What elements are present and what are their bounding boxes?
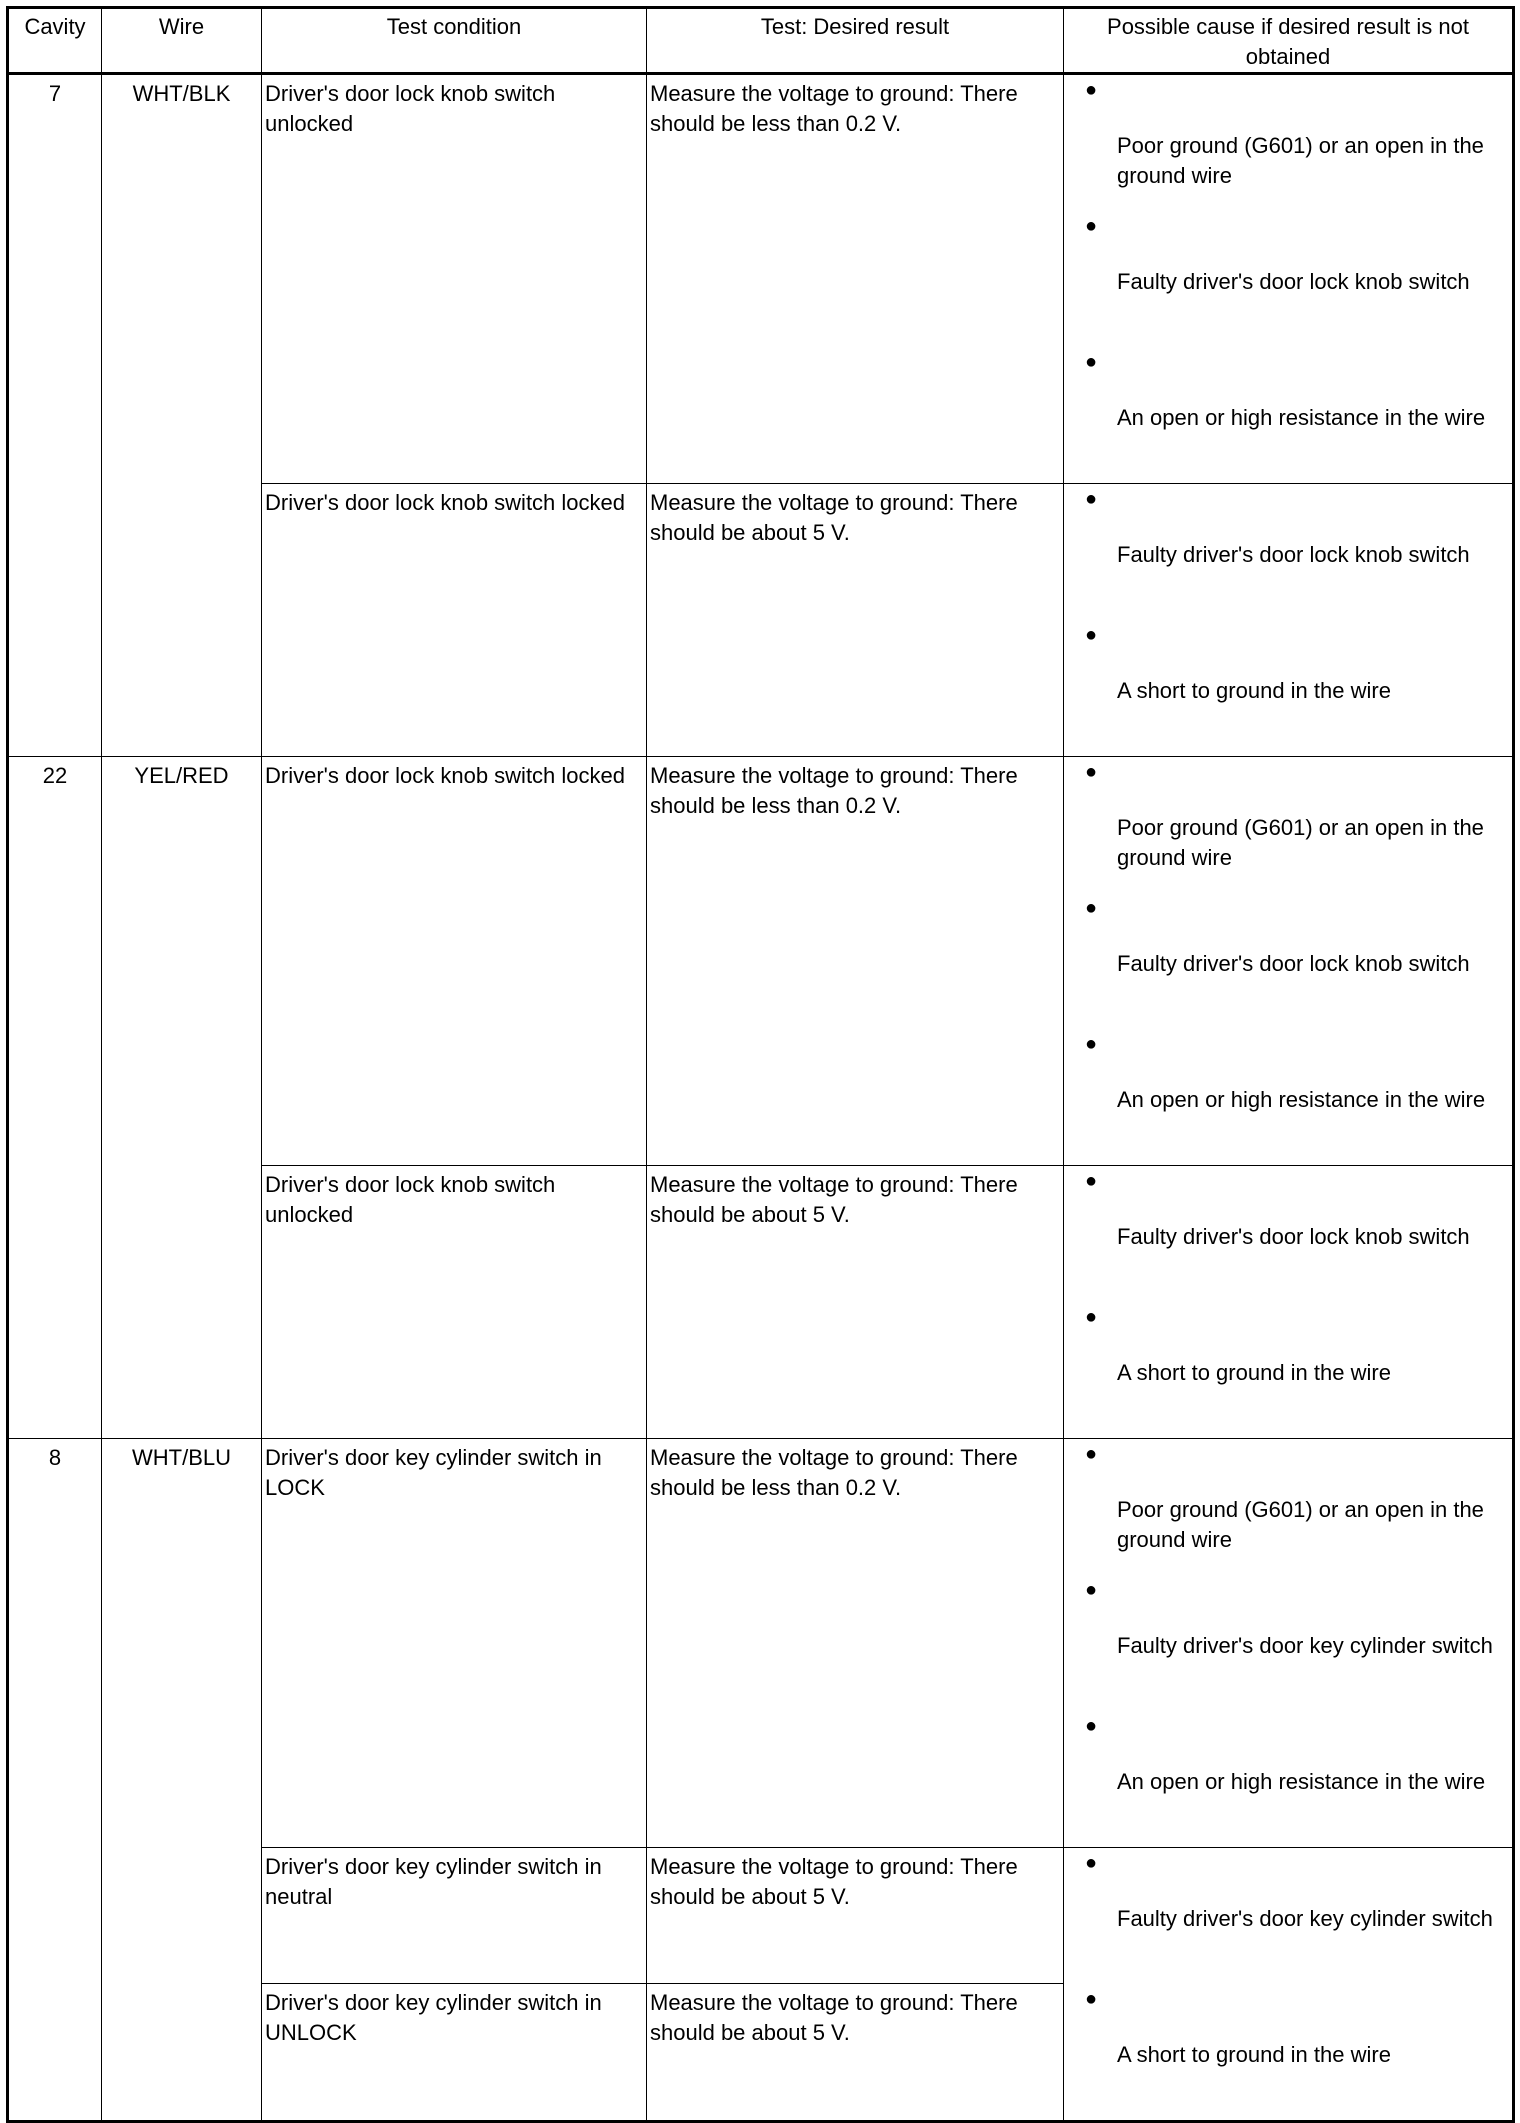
bullet-icon: ● xyxy=(1085,488,1098,510)
cause-text: Poor ground (G601) or an open in the ground wire xyxy=(1117,1497,1484,1552)
cause-item xyxy=(1067,1848,1509,1964)
test-condition-cell: Driver's door key cylinder switch in LOCK xyxy=(262,1439,647,1848)
cause-text: A short to ground in the wire xyxy=(1117,678,1391,703)
possible-cause-cell xyxy=(1064,1166,1514,1439)
possible-cause-cell xyxy=(1064,1439,1514,1848)
cause-text: Faulty driver's door lock knob switch xyxy=(1117,951,1470,976)
desired-result-cell: Measure the voltage to ground: There should be about 5 V. xyxy=(647,484,1064,757)
cause-item xyxy=(1067,484,1509,600)
cause-text: A short to ground in the wire xyxy=(1117,1360,1391,1385)
bullet-icon: ● xyxy=(1085,1579,1098,1601)
bullet-icon: ● xyxy=(1085,1443,1098,1465)
bullet-icon: ● xyxy=(1085,79,1098,101)
desired-result-cell: Measure the voltage to ground: There should be about 5 V. xyxy=(647,1848,1064,1984)
header-test-condition: Test condition xyxy=(262,8,647,74)
cavity-cell: 8 xyxy=(8,1439,102,2122)
table-row xyxy=(8,74,1514,484)
desired-result-cell: Measure the voltage to ground: There should be less than 0.2 V. xyxy=(647,1439,1064,1848)
cause-text: A short to ground in the wire xyxy=(1117,2042,1391,2067)
table-row xyxy=(8,757,1514,1166)
cause-item xyxy=(1067,620,1509,736)
test-condition-cell: Driver's door lock knob switch unlocked xyxy=(262,1166,647,1439)
possible-cause-cell xyxy=(1064,1848,1514,2122)
bullet-icon: ● xyxy=(1085,761,1098,783)
wire-cell: WHT/BLU xyxy=(102,1439,262,2122)
cause-item xyxy=(1067,1984,1509,2100)
cause-item xyxy=(1067,757,1509,873)
cause-text: Faulty driver's door key cylinder switch xyxy=(1117,1633,1493,1658)
cavity-cell: 7 xyxy=(8,74,102,757)
cause-item xyxy=(1067,893,1509,1009)
cause-text: Poor ground (G601) or an open in the ground wire xyxy=(1117,815,1484,870)
desired-result-cell: Measure the voltage to ground: There should be less than 0.2 V. xyxy=(647,757,1064,1166)
bullet-icon: ● xyxy=(1085,215,1098,237)
bullet-icon: ● xyxy=(1085,1170,1098,1192)
bullet-icon: ● xyxy=(1085,1852,1098,1874)
desired-result-cell: Measure the voltage to ground: There should be about 5 V. xyxy=(647,1166,1064,1439)
cause-item xyxy=(1067,75,1509,191)
cause-text: Faulty driver's door key cylinder switch xyxy=(1117,1906,1493,1931)
possible-cause-cell xyxy=(1064,74,1514,484)
cavity-cell: 22 xyxy=(8,757,102,1439)
cause-text: Faulty driver's door lock knob switch xyxy=(1117,1224,1470,1249)
bullet-icon: ● xyxy=(1085,897,1098,919)
wire-cell: YEL/RED xyxy=(102,757,262,1439)
cause-item xyxy=(1067,1166,1509,1282)
desired-result-cell: Measure the voltage to ground: There should be less than 0.2 V. xyxy=(647,74,1064,484)
possible-cause-cell xyxy=(1064,484,1514,757)
cause-text: An open or high resistance in the wire xyxy=(1117,1087,1486,1112)
header-row xyxy=(8,8,1514,74)
cause-item xyxy=(1067,1029,1509,1145)
bullet-icon: ● xyxy=(1085,1988,1098,2010)
cause-text: Poor ground (G601) or an open in the ground wire xyxy=(1117,133,1484,188)
bullet-icon: ● xyxy=(1085,1306,1098,1328)
cause-item xyxy=(1067,211,1509,327)
cause-item xyxy=(1067,347,1509,463)
bullet-icon: ● xyxy=(1085,1715,1098,1737)
header-cavity: Cavity xyxy=(8,8,102,74)
cause-text: An open or high resistance in the wire xyxy=(1117,405,1486,430)
desired-result-cell: Measure the voltage to ground: There should be about 5 V. xyxy=(647,1983,1064,2121)
header-possible-cause: Possible cause if desired result is not obtained xyxy=(1064,8,1514,74)
possible-cause-cell xyxy=(1064,757,1514,1166)
cause-item xyxy=(1067,1711,1509,1827)
bullet-icon: ● xyxy=(1085,624,1098,646)
cause-item xyxy=(1067,1575,1509,1691)
cause-item xyxy=(1067,1302,1509,1418)
wire-cell: WHT/BLK xyxy=(102,74,262,757)
table-row xyxy=(8,1439,1514,1848)
test-condition-cell: Driver's door key cylinder switch in neutral xyxy=(262,1848,647,1984)
cause-text: Faulty driver's door lock knob switch xyxy=(1117,269,1470,294)
diagnostic-table xyxy=(6,6,1515,2123)
cause-text: Faulty driver's door lock knob switch xyxy=(1117,542,1470,567)
header-desired-result: Test: Desired result xyxy=(647,8,1064,74)
cause-text: An open or high resistance in the wire xyxy=(1117,1769,1486,1794)
test-condition-cell: Driver's door key cylinder switch in UNLOCK xyxy=(262,1983,647,2121)
cause-item xyxy=(1067,1439,1509,1555)
header-wire: Wire xyxy=(102,8,262,74)
bullet-icon: ● xyxy=(1085,351,1098,373)
bullet-icon: ● xyxy=(1085,1033,1098,1055)
test-condition-cell: Driver's door lock knob switch locked xyxy=(262,757,647,1166)
test-condition-cell: Driver's door lock knob switch unlocked xyxy=(262,74,647,484)
test-condition-cell: Driver's door lock knob switch locked xyxy=(262,484,647,757)
